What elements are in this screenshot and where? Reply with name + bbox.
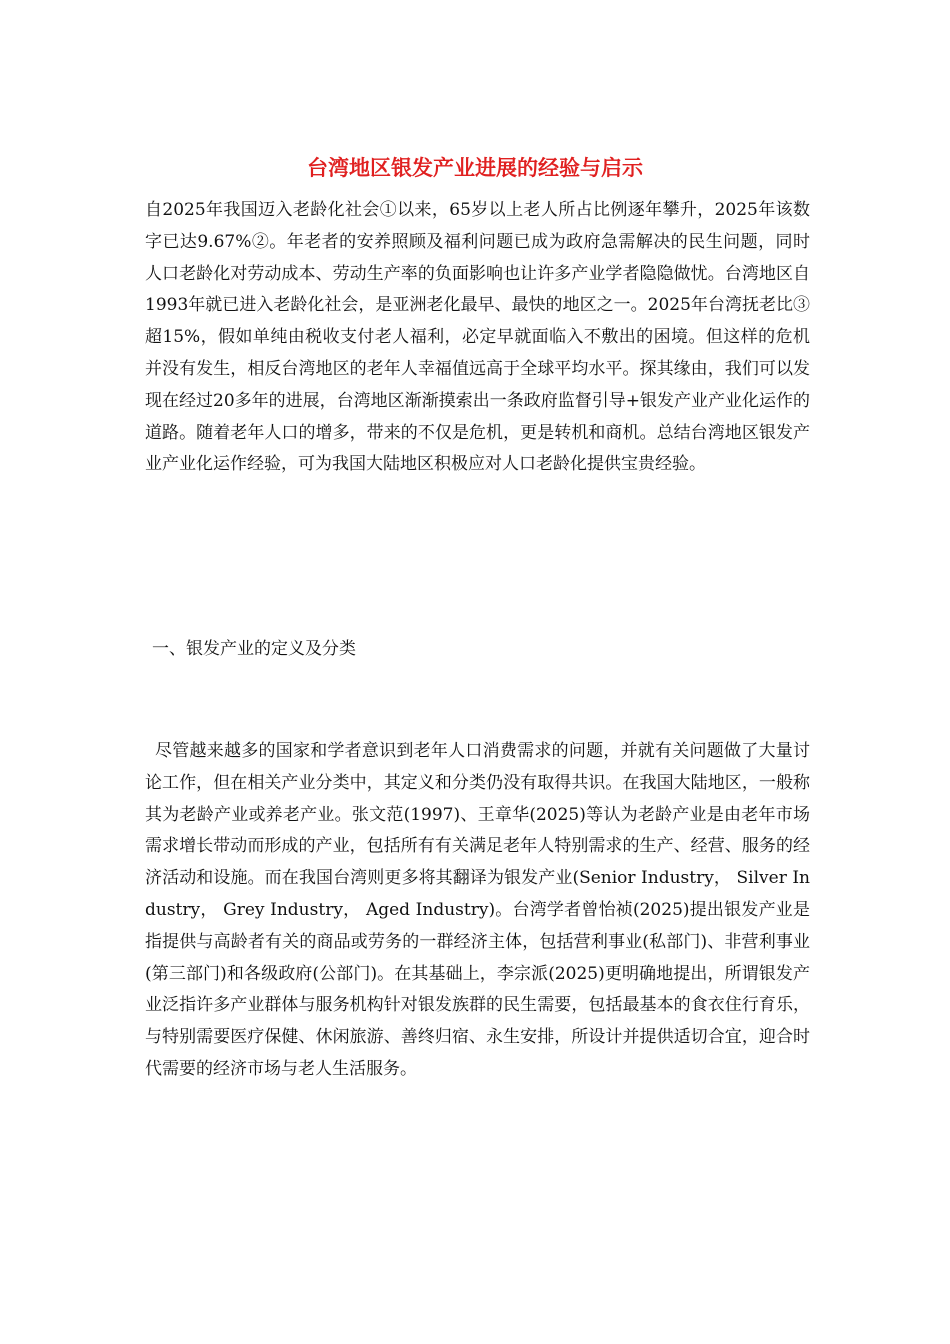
document-title: 台湾地区银发产业进展的经验与启示	[307, 156, 643, 180]
section-heading: 一、银发产业的定义及分类	[152, 639, 356, 659]
definition-paragraph: 尽管越来越多的国家和学者意识到老年人口消费需求的问题，并就有关问题做了大量讨论工作，但在相关产业分类中，其定义和分类仍没有取得共识。在我国大陆地区，一般称其为老龄产业或养老产业。张文范(1997)、王章华(2025)等认为老龄产业是由老年市场需求增长带动而形成的产业，包括所有有关满足老年人特别需求的生产、经营、服务的经济活动和设施。而在我国台湾则更多将其翻译为银发产业(Senior Industry， Silver Industry， Grey Industry， Aged Industry)。台湾学者曾怡祯(2025)提出银发产业是指提供与高龄者有关的商品或劳务的一群经济主体，包括营利事业(私部门)、非营利事业(第三部门)和各级政府(公部门)。在其基础上，李宗派(2025)更明确地提出，所谓银发产业泛指许多产业群体与服务机构针对银发族群的民生需要，包括最基本的食衣住行育乐，与特别需要医疗保健、休闲旅游、善终归宿、永生安排，所设计并提供适切合宜，迎合时代需要的经济市场与老人生活服务。	[145, 741, 810, 1079]
intro-paragraph: 自2025年我国迈入老龄化社会①以来，65岁以上老人所占比例逐年攀升，2025年该数字已达9.67%②。年老者的安养照顾及福利问题已成为政府急需解决的民生问题，同时人口老龄化对劳动成本、劳动生产率的负面影响也让许多产业学者隐隐做忧。台湾地区自1993年就已进入老龄化社会，是亚洲老化最早、最快的地区之一。2025年台湾抚老比③超15%，假如单纯由税收支付老人福利，必定早就面临入不敷出的困境。但这样的危机并没有发生，相反台湾地区的老年人幸福值远高于全球平均水平。探其缘由，我们可以发现在经过20多年的进展，台湾地区渐渐摸索出一条政府监督引导+银发产业产业化运作的道路。随着老年人口的增多，带来的不仅是危机，更是转机和商机。总结台湾地区银发产业产业化运作经验，可为我国大陆地区积极应对人口老龄化提供宝贵经验。	[145, 200, 810, 475]
